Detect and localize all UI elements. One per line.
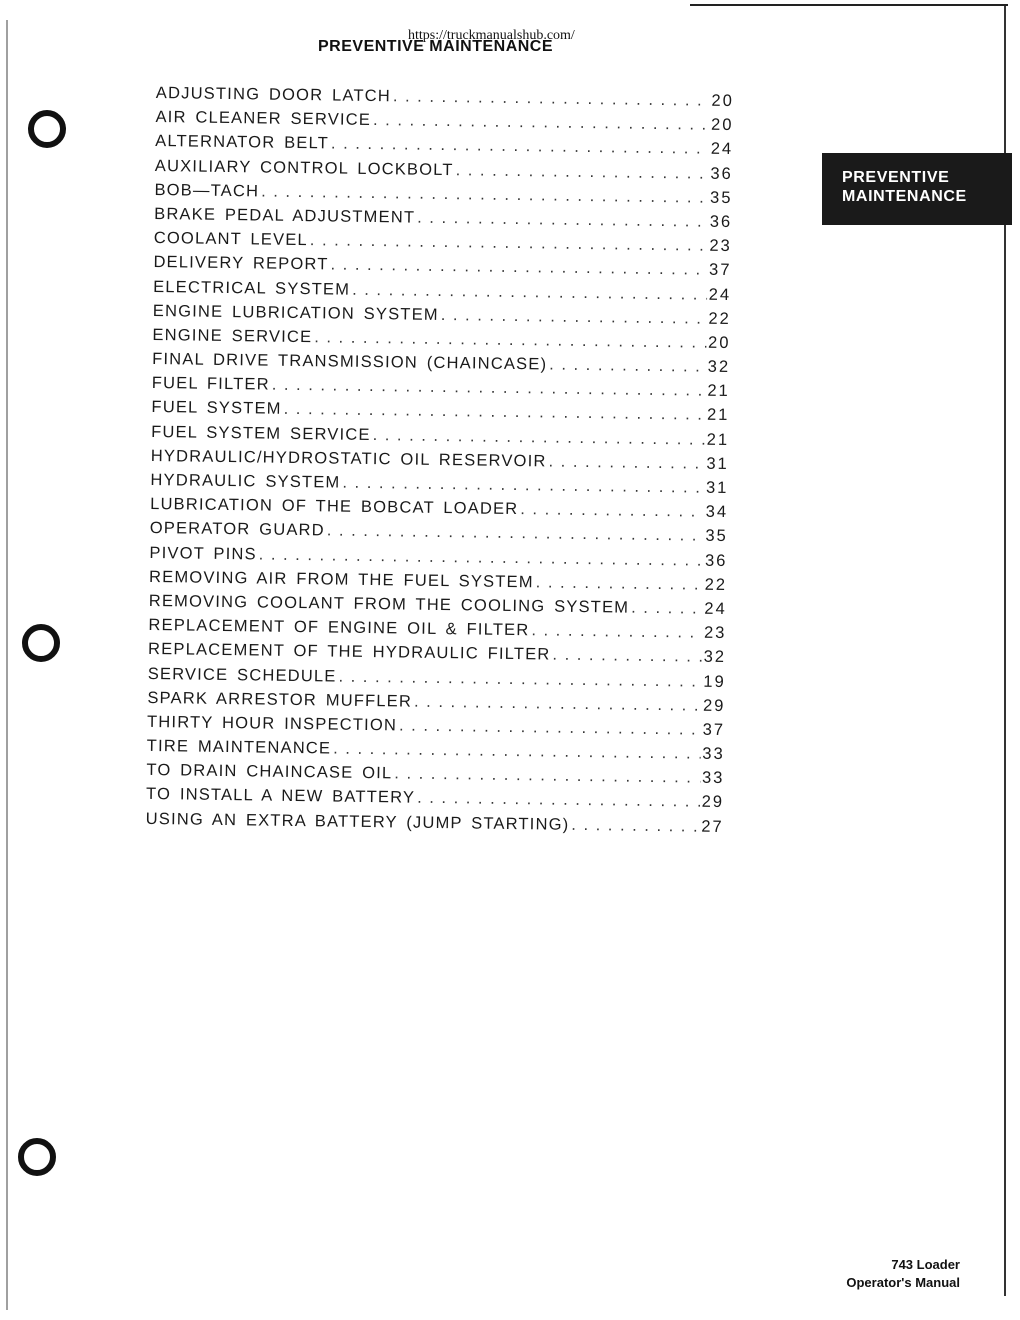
toc-leader-dots (552, 646, 701, 667)
toc-leader-dots (352, 280, 707, 304)
toc-entry-label: AIR CLEANER SERVICE (155, 108, 372, 130)
toc-entry-label: FUEL SYSTEM SERVICE (151, 422, 371, 444)
toc-entry-label: ADJUSTING DOOR LATCH (155, 84, 392, 106)
toc-leader-dots (333, 740, 700, 764)
toc-entry-page: 37 (708, 261, 732, 280)
toc-entry-label: THIRTY HOUR INSPECTION (146, 712, 398, 735)
punch-hole-top-icon (28, 110, 66, 148)
toc-entry-page: 36 (709, 212, 733, 231)
toc-entry-label: SERVICE SCHEDULE (147, 664, 337, 686)
toc-entry-page: 31 (706, 454, 729, 473)
toc-leader-dots (414, 692, 701, 715)
toc-entry-page: 31 (705, 478, 729, 498)
toc-leader-dots (571, 815, 699, 836)
toc-entry-label: BOB—TACH (154, 180, 260, 201)
binding-edge (6, 20, 8, 1310)
page-edge-top (690, 4, 1008, 6)
toc-entry-label: TO INSTALL A NEW BATTERY (145, 785, 416, 808)
section-tab-line2: MAINTENANCE (842, 188, 967, 205)
toc-leader-dots (393, 87, 710, 110)
toc-entry-label: DELIVERY REPORT (153, 253, 329, 274)
toc-leader-dots (456, 161, 709, 184)
toc-entry-label: LUBRICATION OF THE BOBCAT LOADER (150, 495, 519, 519)
toc-entry-label: AUXILIARY CONTROL LOCKBOLT (154, 156, 454, 179)
toc-leader-dots (330, 256, 707, 280)
toc-entry-page: 35 (705, 527, 728, 546)
toc-leader-dots (373, 111, 709, 135)
toc-entry-page: 35 (709, 188, 733, 207)
toc-entry-page: 37 (702, 720, 726, 739)
toc-leader-dots (342, 474, 704, 498)
toc-leader-dots (327, 522, 704, 546)
footer-manual: Operator's Manual (846, 1275, 960, 1290)
toc-entry-page: 23 (703, 623, 727, 643)
toc-leader-dots (441, 306, 707, 329)
toc-entry-label: REPLACEMENT OF THE HYDRAULIC FILTER (147, 640, 551, 664)
toc-entry-page: 33 (702, 744, 725, 764)
toc-entry-label: COOLANT LEVEL (153, 229, 308, 250)
toc-entry-label: BRAKE PEDAL ADJUSTMENT (154, 204, 416, 227)
source-url: https://truckmanualshub.com/ (408, 28, 575, 43)
toc-entry-page: 34 (705, 502, 729, 522)
toc-entry-page: 21 (706, 430, 730, 449)
toc-entry-page: 21 (706, 406, 730, 425)
toc-leader-dots (531, 621, 702, 642)
toc-leader-dots (549, 356, 706, 377)
toc-entry-label: OPERATOR GUARD (149, 519, 325, 540)
toc-entry-label: FUEL SYSTEM (151, 398, 282, 419)
page-title: PREVENTIVE MAINTENANCE (318, 38, 554, 55)
toc-leader-dots (548, 452, 704, 473)
toc-entry-label: REPLACEMENT OF ENGINE OIL & FILTER (148, 616, 530, 640)
toc-entry-label: TO DRAIN CHAINCASE OIL (146, 761, 393, 783)
footer (800, 1256, 960, 1292)
toc-entry-label: ALTERNATOR BELT (155, 132, 330, 153)
toc-entry-page: 29 (702, 696, 726, 715)
table-of-contents (146, 84, 734, 842)
section-tab-line1: PREVENTIVE (842, 169, 950, 186)
toc-entry-label: PIVOT PINS (149, 543, 257, 564)
toc-entry-label: ENGINE LUBRICATION SYSTEM (152, 301, 439, 324)
toc-entry-page: 19 (703, 672, 726, 691)
toc-entry-page: 20 (707, 333, 731, 352)
toc-leader-dots (314, 328, 706, 352)
toc-entry-page: 23 (709, 236, 732, 256)
toc-entry-label: ENGINE SERVICE (152, 325, 313, 347)
punch-hole-middle-icon (22, 624, 60, 662)
toc-leader-dots (399, 716, 701, 739)
toc-entry-page: 20 (711, 91, 734, 111)
toc-entry-page: 32 (703, 648, 727, 667)
toc-entry-label: FINAL DRIVE TRANSMISSION (CHAINCASE) (152, 350, 548, 374)
punch-hole-bottom-icon (18, 1138, 56, 1176)
toc-entry-page: 27 (701, 817, 724, 836)
toc-entry-page: 24 (710, 140, 734, 159)
toc-leader-dots (394, 765, 700, 788)
toc-entry-page: 24 (708, 285, 732, 304)
toc-entry-page: 20 (710, 115, 734, 135)
toc-entry-label: SPARK ARRESTOR MUFFLER (147, 688, 413, 711)
toc-entry-label: REMOVING COOLANT FROM THE COOLING SYSTEM (148, 591, 630, 617)
toc-leader-dots (338, 667, 701, 691)
toc-entry-page: 32 (707, 357, 731, 377)
toc-entry-page: 24 (704, 599, 727, 618)
toc-entry-page: 33 (701, 768, 725, 788)
toc-leader-dots (373, 426, 705, 450)
toc-leader-dots (520, 500, 704, 522)
toc-entry-page: 36 (710, 164, 733, 183)
section-tab (822, 153, 1012, 225)
toc-leader-dots (536, 573, 703, 594)
toc-leader-dots (417, 789, 700, 812)
toc-entry-label: TIRE MAINTENANCE (146, 736, 332, 758)
toc-entry-page: 29 (701, 793, 725, 812)
toc-entry-page: 22 (708, 309, 731, 328)
toc-leader-dots (331, 135, 709, 159)
toc-entry-label: HYDRAULIC SYSTEM (150, 470, 341, 492)
toc-entry-label: REMOVING AIR FROM THE FUEL SYSTEM (148, 567, 534, 592)
toc-leader-dots (631, 599, 702, 619)
footer-model: 743 Loader (891, 1257, 960, 1272)
toc-leader-dots (417, 209, 708, 232)
toc-entry-label: ELECTRICAL SYSTEM (153, 277, 351, 299)
toc-entry-label: HYDRAULIC/HYDROSTATIC OIL RESERVOIR (150, 446, 547, 471)
toc-entry-page: 36 (704, 551, 728, 570)
toc-entry-page: 22 (704, 575, 728, 594)
toc-entry-label: FUEL FILTER (151, 374, 270, 394)
toc-entry-label: USING AN EXTRA BATTERY (JUMP STARTING) (145, 809, 570, 834)
toc-entry-page: 21 (707, 381, 730, 401)
